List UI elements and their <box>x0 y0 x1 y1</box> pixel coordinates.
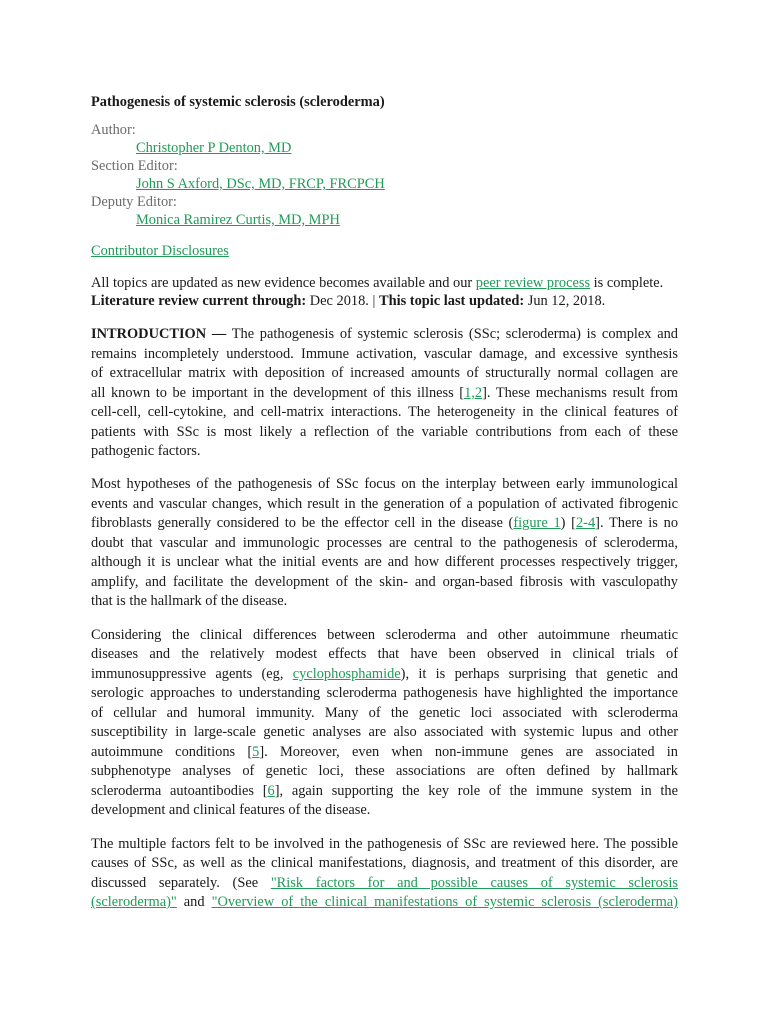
reference-link[interactable]: 6 <box>267 783 275 799</box>
deputy-editor-label: Deputy Editor: <box>91 194 177 210</box>
reference-link[interactable]: 2-4 <box>575 515 596 531</box>
body-line: that is the hallmark of the disease. <box>91 593 288 609</box>
body-line: subphenotype analyses of genetic loci, these associations are often defined by hallmark <box>91 763 678 779</box>
body-line: autoimmune conditions [5]. Moreover, even when non-immune genes are associated in <box>91 744 678 760</box>
section-editor-link[interactable]: John S Axford, DSc, MD, FRCP, FRCPCH <box>136 176 385 192</box>
author-link[interactable]: Christopher P Denton, MD <box>136 140 292 156</box>
author-label: Author: <box>91 122 136 138</box>
body-line: Most hypotheses of the pathogenesis of SSc focus on the interplay between early immunological <box>91 476 678 492</box>
body-line: of cellular and humoral immunity. Many of the genetic loci associated with scleroderma <box>91 705 678 721</box>
intro-line: patients with SSc is most likely a reflection of the variable contributions from each of these <box>91 424 678 440</box>
body-line: Considering the clinical differences between scleroderma and other autoimmune rheumatic <box>91 627 678 643</box>
cross-reference-link[interactable]: (scleroderma)" <box>91 894 177 910</box>
last-updated-label: This topic last updated: <box>378 293 525 309</box>
contributor-disclosures-link[interactable]: Contributor Disclosures <box>91 243 229 259</box>
body-line: doubt that vascular and immunologic processes are central to the pathogenesis of scleroderma, <box>91 535 678 551</box>
last-updated-value: Jun 12, 2018. <box>524 293 606 309</box>
update-notice: All topics are updated as new evidence becomes available and our peer review process is complete. <box>91 275 664 291</box>
drug-link[interactable]: cyclophosphamide <box>292 666 401 682</box>
cross-reference-link[interactable]: "Risk factors for and possible causes of systemic sclerosis <box>270 875 678 891</box>
review-dates <box>91 292 678 311</box>
body-line: development and clinical features of the disease. <box>91 802 371 818</box>
peer-review-link[interactable]: peer review process <box>475 275 591 291</box>
literature-review-label: Literature review current through: <box>91 293 307 309</box>
section-editor-label: Section Editor: <box>91 158 178 174</box>
body-line: susceptibility in large-scale genetic analyses are also associated with systemic lupus and other <box>91 724 678 740</box>
body-line: causes of SSc, as well as the clinical manifestations, diagnosis, and treatment of this disorder, are <box>91 855 678 871</box>
reference-link[interactable]: 1,2 <box>464 385 483 401</box>
body-line: diseases and the relatively modest effects that have been observed in clinical trials of <box>91 646 678 662</box>
intro-line: INTRODUCTION — The pathogenesis of systemic sclerosis (SSc; scleroderma) is complex and <box>91 326 678 342</box>
intro-line: all known to be important in the development of this illness [1,2]. These mechanisms result from <box>91 385 678 401</box>
reference-link[interactable]: 5 <box>252 744 260 760</box>
intro-line: remains incompletely understood. Immune activation, vascular damage, and excessive synthesis <box>91 346 678 362</box>
intro-line: pathogenic factors. <box>91 443 201 459</box>
body-line: discussed separately. (See "Risk factors for and possible causes of systemic sclerosis <box>91 875 678 891</box>
body-line: although it is unclear what the initial events are and how different processes respectively trigger, <box>91 554 678 570</box>
intro-line: of extracellular matrix with deposition of increased amounts of structurally normal collagen are <box>91 365 678 381</box>
body-line: serologic approaches to understanding scleroderma pathogenesis have highlighted the importance <box>91 685 678 701</box>
body-line: The multiple factors felt to be involved in the pathogenesis of SSc are reviewed here. The possible <box>91 836 678 852</box>
body-line: immunosuppressive agents (eg, cyclophosphamide), it is perhaps surprising that genetic and <box>91 666 678 682</box>
body-line: (scleroderma)" and "Overview of the clinical manifestations of systemic sclerosis (scleroderma) <box>91 894 678 910</box>
literature-review-value: Dec 2018. | <box>306 293 379 309</box>
figure-link[interactable]: figure 1 <box>513 515 561 531</box>
page-title: Pathogenesis of systemic sclerosis (scleroderma) <box>91 94 385 110</box>
section-heading-introduction: INTRODUCTION — <box>91 326 227 342</box>
cross-reference-link[interactable]: "Overview of the clinical manifestations of systemic sclerosis (scleroderma) <box>211 894 678 910</box>
body-line: events and vascular changes, which result in the generation of a population of activated fibrogenic <box>91 496 678 512</box>
deputy-editor-link[interactable]: Monica Ramirez Curtis, MD, MPH <box>136 212 340 228</box>
body-line: amplify, and facilitate the development of the skin- and organ-based fibrosis with vasculopathy <box>91 574 678 590</box>
body-line: scleroderma autoantibodies [6], again supporting the key role of the immune system in the <box>91 783 679 799</box>
body-line: fibroblasts generally considered to be the effector cell in the disease (figure 1) [2-4]. There is no <box>91 515 679 531</box>
intro-line: cell-cell, cell-cytokine, and cell-matrix interactions. The heterogeneity in the clinical features of <box>91 404 678 420</box>
